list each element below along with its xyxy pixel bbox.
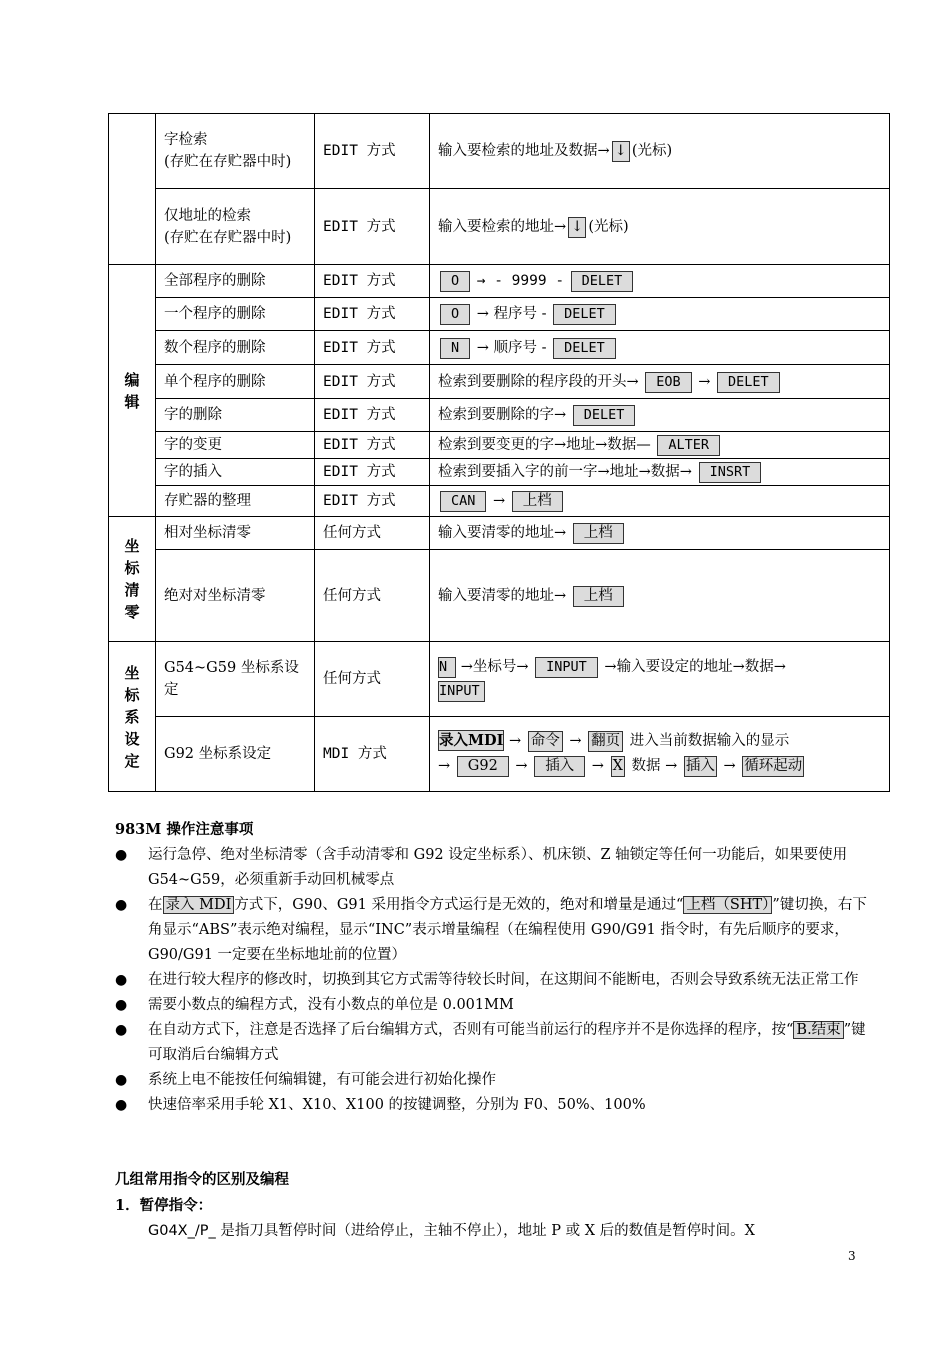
key-delet: DELET — [573, 405, 636, 426]
category-coord-zero: 坐 标 清 零 — [109, 517, 156, 642]
key-insert: 插入 — [684, 756, 717, 777]
key-g92: G92 — [457, 756, 509, 777]
op-name: 相对坐标清零 — [156, 517, 315, 550]
op-name: G92 坐标系设定 — [156, 717, 315, 792]
op-steps: 检索到要插入字的前一字→地址→数据→ INSRT — [430, 459, 890, 486]
op-steps: 检索到要变更的字→地址→数据— ALTER — [430, 432, 890, 459]
op-mode: EDIT 方式 — [315, 265, 430, 298]
op-steps: N → 顺序号 - DELET — [430, 331, 890, 365]
section-title: 几组常用指令的区别及编程 — [115, 1171, 289, 1188]
key-can: CAN — [440, 491, 486, 512]
key-shift: 上档 — [573, 586, 624, 607]
key-delet: DELET — [571, 271, 634, 292]
op-steps: 输入要清零的地址→ 上档 — [430, 517, 890, 550]
key-alter: ALTER — [657, 435, 720, 456]
op-mode: EDIT 方式 — [315, 298, 430, 331]
operations-table — [108, 113, 890, 792]
op-name: 一个程序的删除 — [156, 298, 315, 331]
key-mdi: 录入 MDI — [163, 896, 235, 914]
op-steps: O → 程序号 - DELET — [430, 298, 890, 331]
key-page: 翻页 — [588, 731, 623, 752]
key-cycle-start: 循环起动 — [742, 756, 804, 777]
op-name: 字的插入 — [156, 459, 315, 486]
op-mode: EDIT 方式 — [315, 459, 430, 486]
op-name: 单个程序的删除 — [156, 365, 315, 399]
key-mdi: 录入MDI — [439, 732, 504, 749]
category-cell-blank — [109, 114, 156, 265]
key-O: O — [440, 271, 470, 292]
key-delet: DELET — [717, 372, 780, 393]
op-name: 仅地址的检索 (存贮在存贮器中时) — [156, 189, 315, 265]
key-b-end: B.结束 — [793, 1021, 843, 1039]
key-shift: 上档（SHT） — [683, 896, 772, 914]
op-steps: N →坐标号→ INPUT →输入要设定的地址→数据→ INPUT — [430, 642, 890, 717]
list-item: ● 在自动方式下，注意是否选择了后台编辑方式，否则有可能当前运行的程序并不是你选择的程序，按“ B.结束 ”键可取消后台编辑方式 — [115, 1022, 866, 1063]
op-mode: EDIT 方式 — [315, 399, 430, 432]
op-mode: EDIT 方式 — [315, 114, 430, 189]
op-mode: EDIT 方式 — [315, 189, 430, 265]
key-N: N — [440, 338, 470, 359]
notes-title: 983M 操作注意事项 — [115, 821, 254, 838]
op-steps: 检索到要删除的程序段的开头→ EOB → DELET — [430, 365, 890, 399]
op-steps: 录入MDI → 命令 → 翻页 进入当前数据输入的显示 → G92 → 插入 → X 数据 → 插入 → 循环起动 — [430, 717, 890, 792]
key-delet: DELET — [553, 338, 616, 359]
op-name: 全部程序的删除 — [156, 265, 315, 298]
key-x: X — [611, 756, 625, 777]
key-shift: 上档 — [512, 491, 563, 512]
item-title: 1．暂停指令： — [115, 1197, 213, 1214]
op-mode: EDIT 方式 — [315, 331, 430, 365]
op-mode: 任何方式 — [315, 642, 430, 717]
op-mode: 任何方式 — [315, 517, 430, 550]
op-name: 绝对对坐标清零 — [156, 550, 315, 642]
key-command: 命令 — [528, 731, 563, 752]
key-shift: 上档 — [573, 523, 624, 544]
op-mode: MDI 方式 — [315, 717, 430, 792]
list-item: ● 在进行较大程序的修改时，切换到其它方式需等待较长时间，在这期间不能断电，否则会导致系统无法正常工作 — [115, 972, 859, 988]
key-insrt: INSRT — [699, 462, 762, 483]
key-delet: DELET — [553, 304, 616, 325]
op-steps: 检索到要删除的字→ DELET — [430, 399, 890, 432]
op-steps: 输入要清零的地址→ 上档 — [430, 550, 890, 642]
op-steps: O → - 9999 - DELET — [430, 265, 890, 298]
op-name: 字的删除 — [156, 399, 315, 432]
op-name: G54~G59 坐标系设定 — [156, 642, 315, 717]
op-mode: EDIT 方式 — [315, 486, 430, 517]
list-item: ● 需要小数点的编程方式，没有小数点的单位是 0.001MM — [115, 997, 514, 1013]
op-mode: EDIT 方式 — [315, 365, 430, 399]
key-eob: EOB — [645, 372, 691, 393]
op-name: 字检索 (存贮在存贮器中时) — [156, 114, 315, 189]
notes-list — [115, 843, 875, 1118]
page-number: 3 — [848, 1249, 856, 1263]
category-coord-system: 坐 标 系 设 定 — [109, 642, 156, 792]
list-item: ● 系统上电不能按任何编辑键，有可能会进行初始化操作 — [115, 1072, 496, 1088]
list-item: ● 快速倍率采用手轮 X1、X10、X100 的按键调整，分别为 F0、50%、100% — [115, 1097, 646, 1113]
list-item: ● 在 录入 MDI 方式下，G90、G91 采用指令方式运行是无效的，绝对和增量是通过“ 上档（SHT） ”键切换，右下角显示“ABS”表示绝对编程，显示“INC”表示增量编程（在编程使用 G90/G91 指令时，有先后顺序的要求，G90/G91 一定要在坐标地址前的位置） — [115, 897, 867, 963]
list-item: ● 运行急停、绝对坐标清零（含手动清零和 G92 设定坐标系）、机床锁、Z 轴锁定等任何一功能后，如果要使用 G54~G59，必须重新手动回机械零点 — [115, 847, 848, 888]
cursor-down-key: ↓ — [568, 217, 586, 238]
cursor-down-key: ↓ — [612, 141, 630, 162]
op-steps: CAN → 上档 — [430, 486, 890, 517]
key-input: INPUT — [438, 681, 485, 702]
category-edit: 编 辑 — [109, 265, 156, 517]
key-input: INPUT — [535, 657, 598, 678]
op-mode: 任何方式 — [315, 550, 430, 642]
key-O: O — [440, 304, 470, 325]
op-name: 数个程序的删除 — [156, 331, 315, 365]
op-steps: 输入要检索的地址→ ↓ (光标) — [430, 189, 890, 265]
op-name: 存贮器的整理 — [156, 486, 315, 517]
op-name: 字的变更 — [156, 432, 315, 459]
key-insert: 插入 — [534, 756, 585, 777]
op-steps: 输入要检索的地址及数据→ ↓ (光标) — [430, 114, 890, 189]
key-N: N — [438, 657, 456, 678]
op-mode: EDIT 方式 — [315, 432, 430, 459]
item-text: G04X_/P_ 是指刀具暂停时间（进给停止，主轴不停止），地址 P 或 X 后的数值是暂停时间。X — [148, 1223, 755, 1239]
